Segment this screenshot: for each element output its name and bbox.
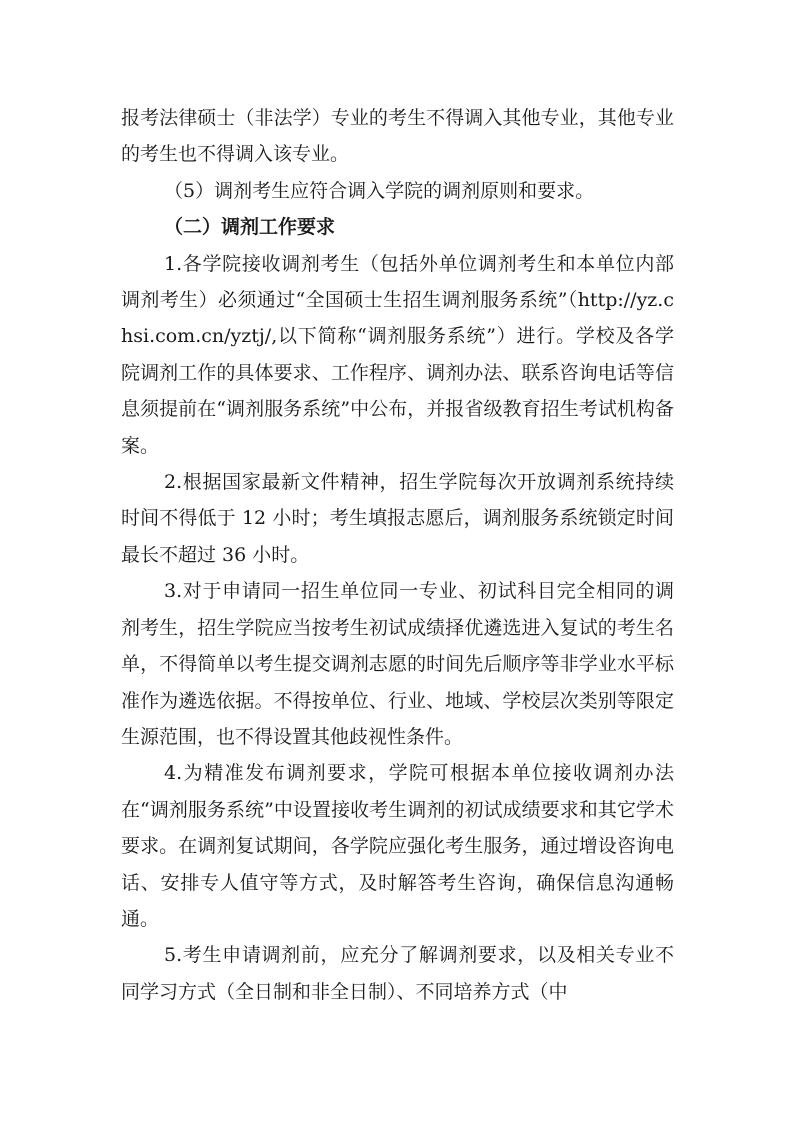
paragraph-item-5: （5）调剂考生应符合调入学院的调剂原则和要求。 xyxy=(164,179,595,202)
paragraph-requirement-1: 1.各学院接收调剂考生（包括外单位调剂考生和本单位内部调剂考生）必须通过“全国硕士生招生调剂服务系统”（http://yz.chsi.com.cn/yztj/,以下简称“调剂服务系统”）进行。学校及各学院调剂工作的具体要求、工作程序、调剂办法、联系咨询电话等信息须提前在“调剂服务系统”中公布，并报省级教育招生考试机构备案。 xyxy=(121,252,674,457)
paragraph-requirement-2: 2.根据国家最新文件精神，招生学院每次开放调剂系统持续时间不得低于 12 小时；考生填报志愿后，调剂服务系统锁定时间最长不超过 36 小时。 xyxy=(121,471,674,566)
section-heading: （二）调剂工作要求 xyxy=(164,216,336,239)
paragraph-requirement-3: 3.对于申请同一招生单位同一专业、初试科目完全相同的调剂考生，招生学院应当按考生初试成绩择优遴选进入复试的考生名单，不得简单以考生提交调剂志愿的时间先后顺序等非学业水平标准作为遴选依据。不得按单位、行业、地域、学校层次类别等限定生源范围，也不得设置其他歧视性条件。 xyxy=(121,580,674,748)
document-body xyxy=(121,100,674,1010)
paragraph-requirement-4: 4.为精准发布调剂要求，学院可根据本单位接收调剂办法在“调剂服务系统”中设置接收考生调剂的初试成绩要求和其它学术要求。在调剂复试期间，各学院应强化考生服务，通过增设咨询电话、安排专人值守等方式，及时解答考生咨询，确保信息沟通畅通。 xyxy=(121,762,674,930)
paragraph-requirement-5: 5.考生申请调剂前，应充分了解调剂要求，以及相关专业不同学习方式（全日制和非全日制）、不同培养方式（中 xyxy=(121,944,674,1003)
paragraph-continuation: 报考法律硕士（非法学）专业的考生不得调入其他专业，其他专业的考生也不得调入该专业。 xyxy=(121,107,674,166)
